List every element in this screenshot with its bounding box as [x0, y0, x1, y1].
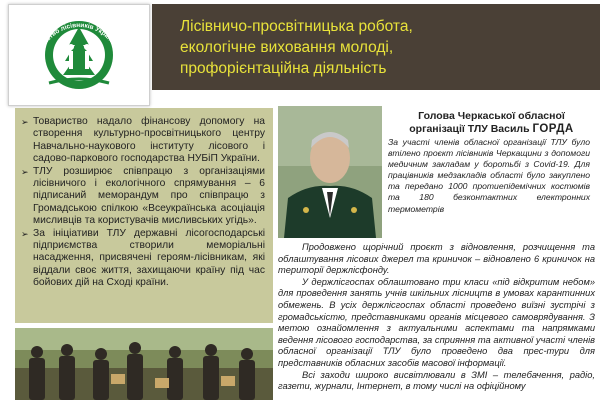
covid-project-text: За участі членів обласної організації ТЛУ було втілено проєкт лісівників Черкащини з допомоги медичним закладам у боротьбі з Covid-19. Для працівників медзакладів області було закуплено та передано 1000 протиепідемічних костюмів та 180 безконтактних електронних термометрів — [388, 137, 590, 214]
title-panel — [152, 4, 600, 90]
arrow-bullet-icon: ➢ — [21, 166, 29, 177]
body-text — [278, 242, 595, 393]
left-paragraph-1: ➢ Товариство надало фінансову допомогу на створення культурно-просвітницького центру Навчально-наукового інституту лісового і садово-паркового господарства НУБіП України. — [21, 116, 265, 165]
logo-arc-text: Товариство лісівників України — [34, 21, 118, 63]
caption-line-1: Голова Черкаської обласної — [418, 110, 565, 122]
body-paragraph-3: Всі заходи широко висвітлювали в ЗМІ – телебачення, радіо, газети, журнали, Інтернет, в тому числі на офіційному — [278, 369, 595, 392]
left-paragraph-2: ➢ ТЛУ розширює співпрацю з організаціями лісівничого і екологічного спрямування – 6 підписаний меморандум про співпрацю з Громадською спілкою «Всеукраїнська асоціація мисливців та користувачів мисливських угідь». — [21, 165, 265, 227]
arrow-bullet-icon: ➢ — [21, 117, 29, 127]
society-logo — [8, 4, 150, 106]
left-paragraph-3: ➢ За ініціативи ТЛУ державні лісогосподарські підприємства створили меморіальні насадження, присвячені героям-лісівникам, які віддали своє життя, захищаючи країну під час бойових дій на Сході країни. — [21, 227, 265, 289]
title-line-3: профорієнтаційна діяльність — [180, 60, 387, 77]
body-paragraph-1: Продовжено щорічний проєкт з відновлення, розчищення та облаштування лісових джерел та криничок – відновлено 6 криничок на території держлісфонду. — [278, 242, 595, 276]
title-line-1: Лісівничо-просвітницька робота, — [180, 18, 413, 35]
group-photo — [15, 328, 273, 400]
left-text-panel — [15, 108, 273, 323]
caption-line-2: організації ТЛУ Василь ГОРДА — [409, 123, 574, 135]
caption-surname: ГОРДА — [532, 123, 574, 135]
logo-graphic — [9, 5, 149, 105]
portrait-photo — [278, 106, 382, 238]
title-line-2: екологічне виховання молоді, — [180, 39, 394, 56]
portrait-caption — [383, 110, 600, 136]
arrow-bullet-icon: ➢ — [21, 228, 29, 239]
body-paragraph-2: У держлісгоспах облаштовано три класи «під відкритим небом» для проведення занять учнів шкільних лісництв в умовах карантинних обмежень. В усіх держлісгоспах області проведено виїзні зустрічі з громадськістю, представниками органів місцевого самоврядування. З метою ознайомлення з актуальними аспектами та напрямками ведення лісового господарства, за сприяння та активної участі членів обласної організації ТЛУ було проведено два прес-тури для представників обласних засобів масової інформації. — [278, 276, 595, 368]
page-title — [180, 16, 590, 79]
